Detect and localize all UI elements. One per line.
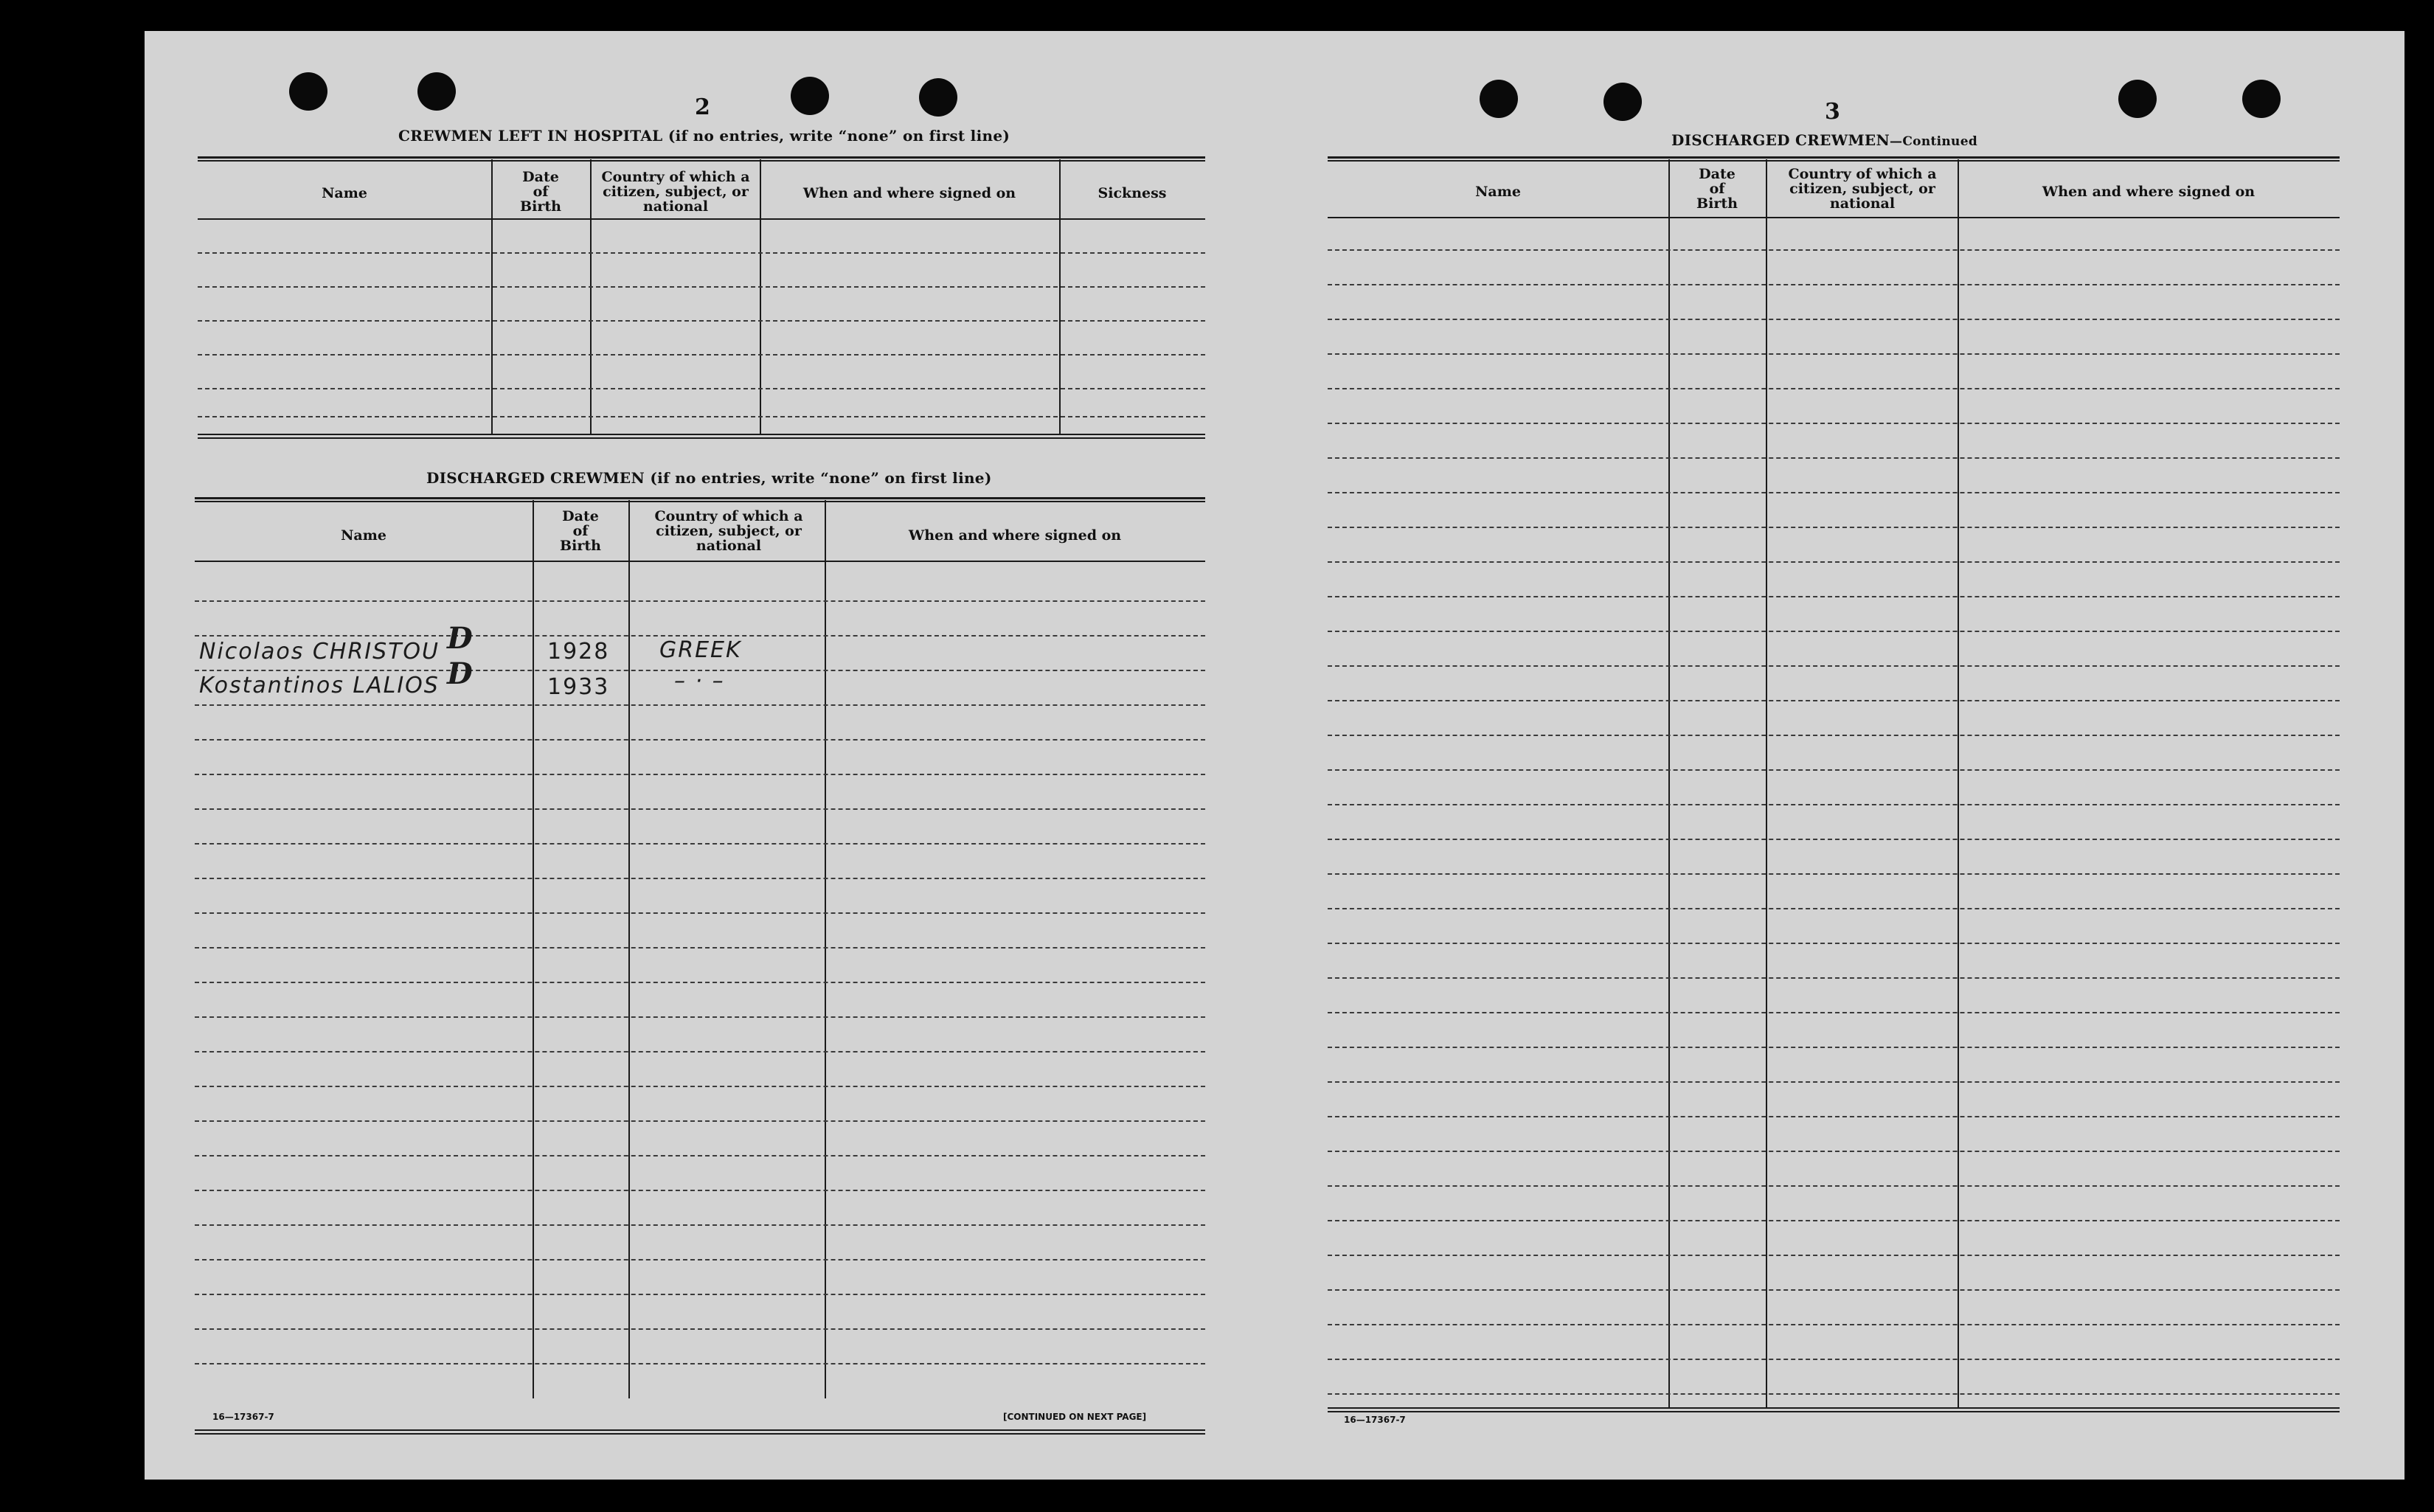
table-row (1328, 1359, 2340, 1360)
table-row (1328, 839, 2340, 840)
table-row (1328, 1151, 2340, 1152)
table-row (1328, 1220, 2340, 1221)
discharged-table (195, 497, 1205, 1449)
table-row (1328, 249, 2340, 251)
col-header-birth: Date of Birth (520, 169, 561, 215)
table-row (1328, 769, 2340, 771)
table-row (1328, 319, 2340, 320)
punch-hole (919, 78, 957, 117)
form-number: 16—17367-7 (1344, 1415, 1406, 1425)
table-row (1328, 977, 2340, 979)
punch-hole (417, 72, 456, 111)
discharged-section-title: DISCHARGED CREWMEN (if no entries, write “none” on first line) (426, 469, 992, 487)
table-row (1328, 561, 2340, 563)
table-row (1328, 700, 2340, 701)
table-row (1328, 423, 2340, 424)
table-row (195, 704, 1205, 706)
table-row (1328, 1289, 2340, 1291)
crew-name: Kostantinos LALIOS (199, 673, 440, 698)
col-header-signed-on: When and where signed on (908, 527, 1122, 544)
table-row (195, 808, 1205, 810)
continued-note: [CONTINUED ON NEXT PAGE] (1003, 1412, 1147, 1422)
table-row (198, 286, 1205, 288)
table-row (195, 1086, 1205, 1087)
table-row (1328, 804, 2340, 805)
crew-country: – · – (674, 668, 725, 694)
table-row (195, 1224, 1205, 1226)
table-row (1328, 457, 2340, 459)
table-row (1328, 1081, 2340, 1083)
col-header-signed-on: When and where signed on (2042, 184, 2256, 200)
table-row (198, 388, 1205, 389)
crew-birth-year: 1933 (547, 674, 610, 700)
table-row (198, 416, 1205, 417)
table-row (195, 1155, 1205, 1156)
table-row (1328, 1393, 2340, 1395)
crew-name: Nicolaos CHRISTOU (199, 639, 440, 665)
crew-birth-year: 1928 (547, 639, 610, 665)
table-row (195, 843, 1205, 845)
table-row (195, 1016, 1205, 1018)
table-row (1328, 735, 2340, 736)
table-row (195, 1190, 1205, 1191)
table-row (198, 354, 1205, 356)
table-row (198, 320, 1205, 322)
hospital-table (198, 156, 1205, 474)
discharge-mark: D (447, 621, 473, 656)
crew-country: GREEK (659, 637, 742, 663)
table-row (1328, 665, 2340, 667)
table-row (1328, 492, 2340, 493)
table-row (1328, 596, 2340, 597)
table-row (1328, 908, 2340, 909)
punch-hole (2118, 80, 2157, 118)
table-row (195, 1259, 1205, 1260)
col-header-country: Country of which a citizen, subject, or national (654, 508, 803, 554)
punch-hole (2242, 80, 2281, 118)
table-row (195, 600, 1205, 602)
col-header-country: Country of which a citizen, subject, or national (601, 169, 750, 215)
table-row (195, 947, 1205, 949)
table-row (195, 739, 1205, 741)
col-header-sickness: Sickness (1098, 185, 1167, 201)
col-header-name: Name (1475, 184, 1521, 200)
col-header-name: Name (322, 185, 367, 201)
punch-hole (1480, 80, 1518, 118)
punch-hole (1603, 83, 1642, 121)
table-row (1328, 631, 2340, 632)
discharge-mark: D (447, 656, 473, 691)
hospital-section-title: CREWMEN LEFT IN HOSPITAL (if no entries, write “none” on first line) (398, 127, 1010, 145)
table-row (195, 1051, 1205, 1052)
discharged-cont-table (1328, 156, 2340, 1447)
col-header-birth: Date of Birth (1696, 166, 1738, 212)
page-number-right: 3 (1825, 99, 1840, 125)
col-header-birth: Date of Birth (560, 508, 601, 554)
document-sheet (145, 31, 2404, 1480)
table-row (198, 252, 1205, 254)
table-row (1328, 1012, 2340, 1013)
table-row (1328, 1116, 2340, 1117)
page-number-left: 2 (695, 94, 710, 120)
table-row (1328, 527, 2340, 528)
col-header-country: Country of which a citizen, subject, or national (1788, 166, 1937, 212)
table-row (1328, 1185, 2340, 1187)
table-row (195, 912, 1205, 914)
table-row (1328, 1255, 2340, 1256)
table-row (1328, 353, 2340, 355)
table-row (195, 635, 1205, 637)
punch-hole (791, 77, 829, 115)
table-row (1328, 873, 2340, 875)
table-row (1328, 1047, 2340, 1048)
table-row (195, 982, 1205, 983)
table-row (1328, 943, 2340, 944)
table-row (195, 1328, 1205, 1330)
form-number: 16—17367-7 (212, 1412, 274, 1422)
table-row (195, 1363, 1205, 1364)
col-header-name: Name (341, 527, 386, 544)
table-row (195, 878, 1205, 879)
punch-hole (289, 72, 327, 111)
table-row (1328, 388, 2340, 389)
table-row (1328, 1324, 2340, 1325)
discharged-cont-title: DISCHARGED CREWMEN—Continued (1671, 131, 1978, 149)
col-header-signed-on: When and where signed on (802, 185, 1016, 201)
table-row (195, 1294, 1205, 1295)
table-row (1328, 284, 2340, 285)
table-row (195, 774, 1205, 775)
table-row (195, 1120, 1205, 1122)
